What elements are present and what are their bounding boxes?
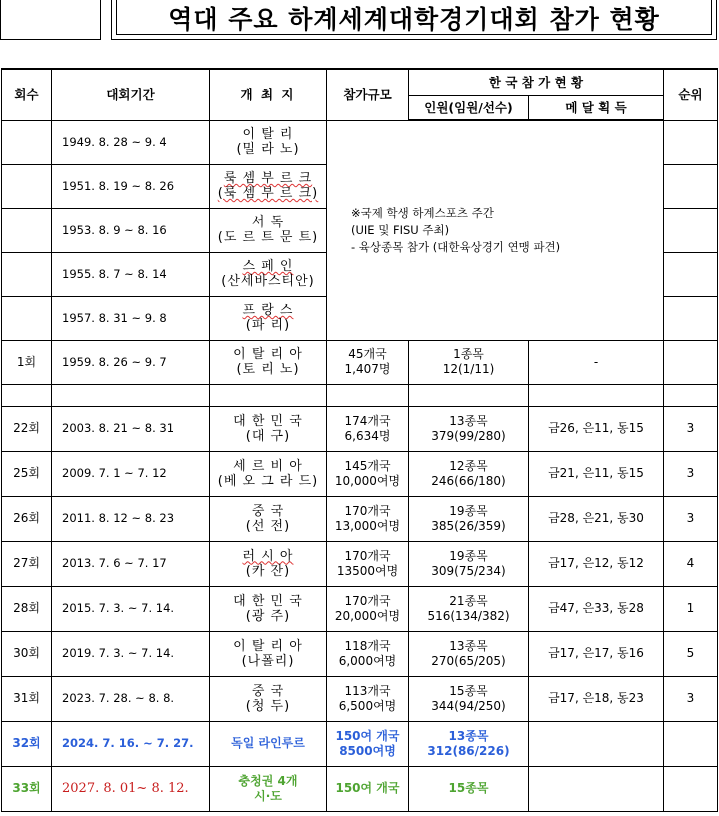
- round-cell: 33회: [2, 766, 52, 811]
- scale-countries: 174개국: [344, 413, 391, 428]
- medals-cell: 금17, 은12, 동12: [529, 541, 664, 586]
- host-city: (카 잔): [245, 563, 291, 579]
- scale-cell: 150여 개국: [327, 766, 409, 811]
- host-cell: [210, 496, 327, 541]
- scale-cell: [327, 631, 409, 676]
- host-cell: 독일 라인루르: [210, 721, 327, 766]
- host-country: 이 탈 리: [242, 127, 294, 142]
- title-side-box: [0, 0, 101, 40]
- host-city: (토 리 노): [236, 362, 300, 377]
- medals-cell: 금26, 은11, 동15: [529, 406, 664, 451]
- period-cell: 2027. 8. 01~ 8. 12.: [52, 766, 210, 811]
- period-cell: 1951. 8. 19 ~ 8. 26: [52, 164, 210, 208]
- host-cell: [210, 164, 327, 208]
- people-cell: [409, 631, 529, 676]
- people-count: 309(75/234): [431, 563, 506, 578]
- host-city: (산세바스티안): [221, 274, 315, 289]
- host-cell: [210, 252, 327, 296]
- events-count: 15종목: [449, 683, 488, 698]
- events-count: 13종목: [449, 413, 488, 428]
- round-cell: [2, 164, 52, 208]
- scale-countries: 145개국: [344, 458, 391, 473]
- round-cell: 25회: [2, 451, 52, 496]
- host-city: (룩 셈 부 르 크): [217, 186, 319, 201]
- spacer-cell: [2, 384, 52, 406]
- people-count: 516(134/382): [427, 608, 510, 623]
- scale-cell: [327, 721, 409, 766]
- scale-people: 13,000여명: [334, 518, 401, 533]
- note-line-3: - 육상종목 참가 (대한육상경기 연맹 파견): [351, 239, 561, 254]
- host-city: (선 전): [245, 518, 291, 534]
- rank-cell: [664, 721, 718, 766]
- rank-cell: 4: [664, 541, 718, 586]
- rank-cell: 3: [664, 496, 718, 541]
- scale-cell: [327, 541, 409, 586]
- medals-cell: 금21, 은11, 동15: [529, 451, 664, 496]
- round-cell: 1회: [2, 340, 52, 384]
- round-cell: 31회: [2, 676, 52, 721]
- round-cell: [2, 120, 52, 164]
- header-period: 대회기간: [52, 69, 210, 120]
- scale-countries: 170개국: [344, 548, 391, 563]
- participation-table: [1, 68, 718, 812]
- table-row: [2, 676, 718, 721]
- events-count: 1종목: [453, 347, 484, 361]
- table-row-next: [2, 766, 718, 811]
- spacer-cell: [210, 384, 327, 406]
- spacer-cell: [52, 384, 210, 406]
- rank-cell: 5: [664, 631, 718, 676]
- period-cell: 2023. 7. 28. ~ 8. 8.: [52, 676, 210, 721]
- rank-cell: [664, 120, 718, 164]
- header-people: 인원(임원/선수): [409, 95, 529, 120]
- scale-cell: [327, 406, 409, 451]
- people-count: 344(94/250): [431, 698, 506, 713]
- host-cell: [210, 451, 327, 496]
- scale-countries: 118개국: [344, 638, 391, 653]
- host-cell: [210, 631, 327, 676]
- table-row-current: [2, 721, 718, 766]
- spacer-cell: [529, 384, 664, 406]
- table-row: [2, 406, 718, 451]
- people-cell: [409, 496, 529, 541]
- period-cell: 2013. 7. 6 ~ 7. 17: [52, 541, 210, 586]
- scale-cell: [327, 586, 409, 631]
- host-cell: [210, 340, 327, 384]
- host-city: (대 구): [245, 428, 291, 444]
- scale-countries: 170개국: [344, 503, 391, 518]
- people-cell: [409, 406, 529, 451]
- host-country: 러 시 아: [242, 548, 294, 564]
- rank-cell: [664, 296, 718, 340]
- round-cell: [2, 208, 52, 252]
- host-cell: [210, 406, 327, 451]
- host-cell: [210, 541, 327, 586]
- host-country: 중 국: [251, 503, 285, 519]
- host-cell: [210, 586, 327, 631]
- spacer-cell: [327, 384, 409, 406]
- medals-cell: 금28, 은21, 동30: [529, 496, 664, 541]
- round-cell: 26회: [2, 496, 52, 541]
- period-cell: 2003. 8. 21 ~ 8. 31: [52, 406, 210, 451]
- people-count: 246(66/180): [431, 473, 506, 488]
- host-city: (광 주): [245, 608, 291, 624]
- rank-cell: 1: [664, 586, 718, 631]
- events-count: 12종목: [449, 458, 488, 473]
- medals-cell: 금47, 은33, 동28: [529, 586, 664, 631]
- header-rank: 순위: [664, 69, 718, 120]
- scale-people: 10,000여명: [334, 473, 401, 488]
- medals-cell: 금17, 은18, 동23: [529, 676, 664, 721]
- round-cell: 22회: [2, 406, 52, 451]
- people-cell: [409, 721, 529, 766]
- medals-cell: [529, 766, 664, 811]
- round-cell: 32회: [2, 721, 52, 766]
- host-city: (베 오 그 라 드): [217, 473, 319, 489]
- host-cell: [210, 766, 327, 811]
- scale-people: 1,407명: [344, 362, 391, 376]
- round-cell: [2, 252, 52, 296]
- header-scale: 참가규모: [327, 69, 409, 120]
- scale-people: 20,000여명: [334, 608, 401, 623]
- host-cell: [210, 120, 327, 164]
- round-cell: 30회: [2, 631, 52, 676]
- host-city: (나폴리): [241, 653, 295, 669]
- people-cell: 15종목: [409, 766, 529, 811]
- host-cell: [210, 296, 327, 340]
- header-korea: 한 국 참 가 현 황: [409, 69, 664, 95]
- people-cell: [409, 586, 529, 631]
- table-row: [2, 451, 718, 496]
- scale-countries: 45개국: [348, 347, 387, 361]
- round-cell: 27회: [2, 541, 52, 586]
- host-city: (도 르 트 문 트): [217, 230, 319, 245]
- round-cell: [2, 296, 52, 340]
- period-cell: 1949. 8. 28 ~ 9. 4: [52, 120, 210, 164]
- scale-countries: 150여 개국: [335, 728, 400, 743]
- scale-people: 13500여명: [336, 563, 399, 578]
- spacer-cell: [409, 384, 529, 406]
- host-cell: [210, 208, 327, 252]
- people-cell: [409, 541, 529, 586]
- host-country: 프 랑 스: [242, 303, 294, 318]
- table-row: [2, 586, 718, 631]
- period-cell: 2019. 7. 3. ~ 7. 14.: [52, 631, 210, 676]
- events-count: 13종목: [448, 728, 489, 743]
- host-country: 룩 셈 부 르 크: [223, 171, 313, 186]
- note-line-2: (UIE 및 FISU 주최): [351, 222, 450, 237]
- host-region: 충청권 4개: [238, 773, 298, 788]
- host-country: 서 독: [251, 215, 285, 230]
- header-medals: 메 달 획 득: [529, 95, 664, 120]
- scale-countries: 170개국: [344, 593, 391, 608]
- host-country: 세 르 비 아: [233, 458, 303, 474]
- rank-cell: [664, 252, 718, 296]
- rank-cell: 3: [664, 451, 718, 496]
- period-cell: 2009. 7. 1 ~ 7. 12: [52, 451, 210, 496]
- medals-cell: [529, 721, 664, 766]
- table-row: [2, 631, 718, 676]
- scale-people: 6,000여명: [338, 653, 397, 668]
- host-cell: [210, 676, 327, 721]
- people-cell: [409, 451, 529, 496]
- period-cell: 1955. 8. 7 ~ 8. 14: [52, 252, 210, 296]
- scale-cell: [327, 451, 409, 496]
- page-title: 역대 주요 하계세계대학경기대회 참가 현황: [168, 4, 660, 34]
- period-cell: 1957. 8. 31 ~ 9. 8: [52, 296, 210, 340]
- header-round: 회수: [2, 69, 52, 120]
- host-region-suffix: 시·도: [254, 788, 282, 803]
- scale-people: 6,500여명: [338, 698, 397, 713]
- table-row: [2, 120, 718, 164]
- spacer-row: [2, 384, 718, 406]
- scale-people: 6,634명: [344, 428, 391, 443]
- people-count: 379(99/280): [431, 428, 506, 443]
- table-row: [2, 340, 718, 384]
- people-count: 385(26/359): [431, 518, 506, 533]
- note-line-1: ※국제 학생 하계스포츠 주간: [351, 205, 494, 220]
- medals-cell: 금17, 은17, 동16: [529, 631, 664, 676]
- rank-cell: [664, 164, 718, 208]
- host-country: 이 탈 리 아: [233, 638, 303, 654]
- host-city: (파 리): [245, 318, 291, 333]
- medals-cell: -: [529, 340, 664, 384]
- spacer-cell: [664, 384, 718, 406]
- header-host: 개 최 지: [210, 69, 327, 120]
- events-count: 21종목: [449, 593, 488, 608]
- host-country: 중 국: [251, 683, 285, 699]
- table-row: [2, 496, 718, 541]
- rank-cell: 3: [664, 406, 718, 451]
- host-city: (밀 라 노): [236, 142, 300, 157]
- period-cell: 1953. 8. 9 ~ 8. 16: [52, 208, 210, 252]
- host-country: 대 한 민 국: [233, 413, 303, 429]
- period-cell: 2015. 7. 3. ~ 7. 14.: [52, 586, 210, 631]
- people-cell: [409, 340, 529, 384]
- header-row-1: [2, 69, 718, 95]
- people-count: 270(65/205): [431, 653, 506, 668]
- rank-cell: 3: [664, 676, 718, 721]
- scale-people: 8500여명: [339, 743, 396, 758]
- events-count: 19종목: [449, 503, 488, 518]
- period-cell: 2011. 8. 12 ~ 8. 23: [52, 496, 210, 541]
- events-count: 13종목: [449, 638, 488, 653]
- rank-cell: [664, 208, 718, 252]
- people-count: 312(86/226): [427, 743, 510, 758]
- host-country: 이 탈 리 아: [233, 347, 303, 362]
- host-country: 스 페 인: [242, 259, 294, 274]
- note-cell: [327, 120, 664, 340]
- people-count: 12(1/11): [442, 362, 495, 376]
- scale-cell: [327, 340, 409, 384]
- table-row: [2, 541, 718, 586]
- scale-countries: 113개국: [344, 683, 391, 698]
- people-cell: [409, 676, 529, 721]
- title-box: [111, 0, 717, 40]
- host-country: 대 한 민 국: [233, 593, 303, 609]
- rank-cell: [664, 340, 718, 384]
- period-cell: 1959. 8. 26 ~ 9. 7: [52, 340, 210, 384]
- events-count: 19종목: [449, 548, 488, 563]
- round-cell: 28회: [2, 586, 52, 631]
- period-cell: 2024. 7. 16. ~ 7. 27.: [52, 721, 210, 766]
- scale-cell: [327, 496, 409, 541]
- rank-cell: [664, 766, 718, 811]
- scale-cell: [327, 676, 409, 721]
- host-city: (청 두): [245, 698, 291, 714]
